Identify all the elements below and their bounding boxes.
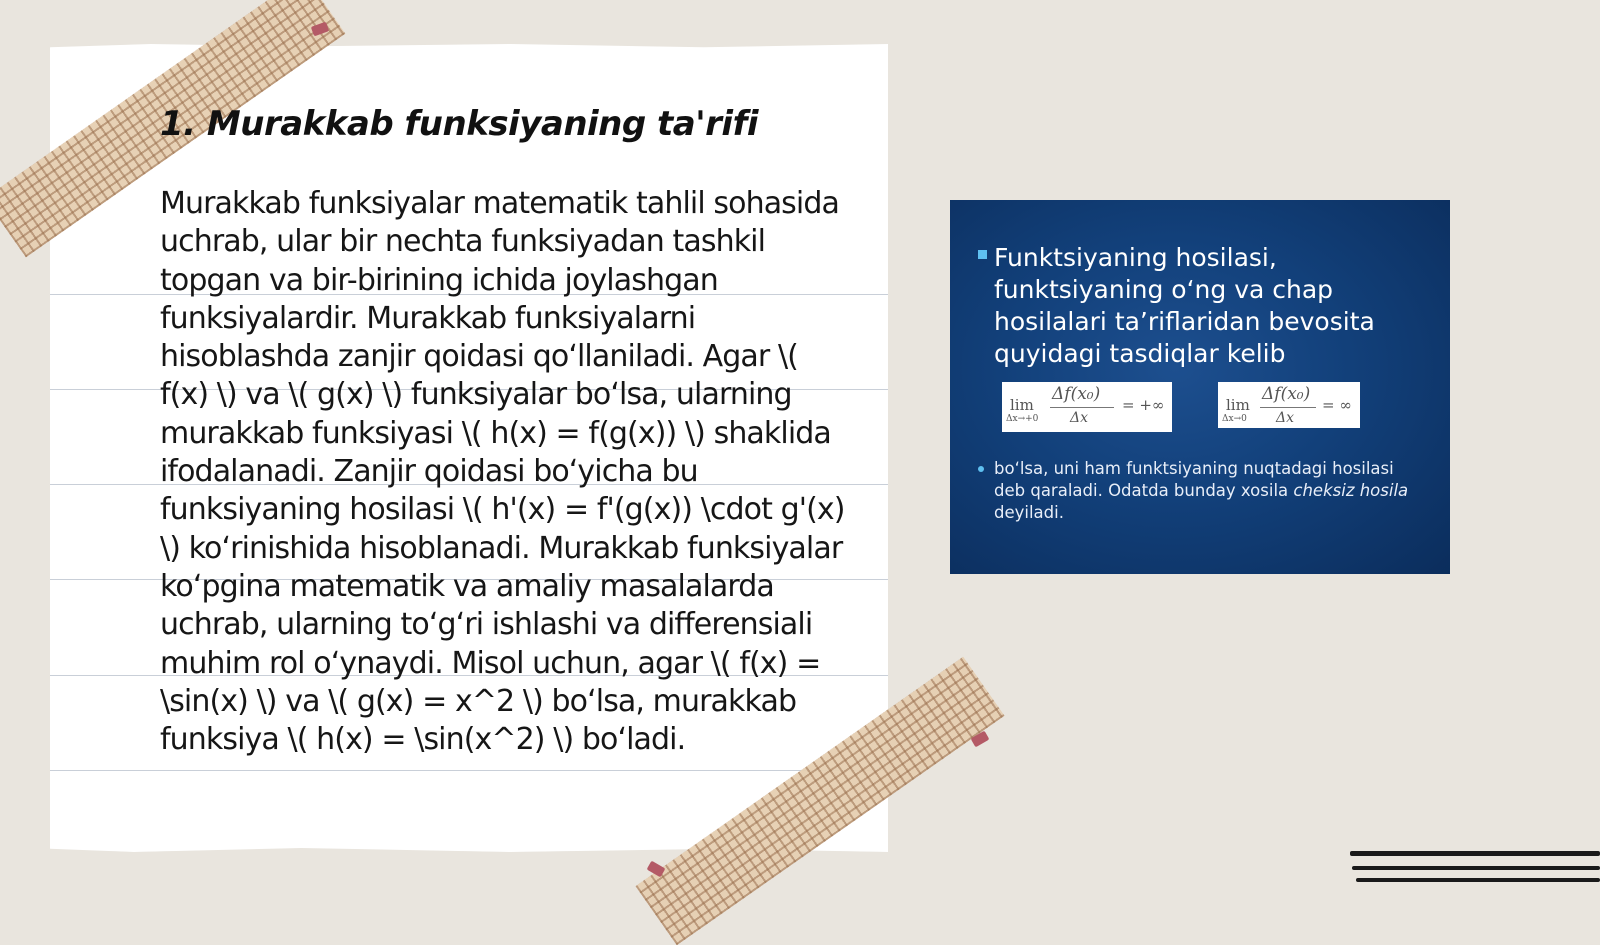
embedded-slide-image (950, 200, 1450, 574)
decorative-brush-stroke (1352, 866, 1600, 870)
formula-infinite-derivative (1218, 382, 1360, 428)
decorative-brush-stroke (1350, 851, 1600, 856)
formula-denominator: Δx (1276, 410, 1295, 426)
formula-denominator: Δx (1070, 410, 1089, 426)
formula-numerator: Δf(x₀) (1262, 384, 1311, 404)
formula-fraction-bar (1260, 407, 1316, 408)
bullet-icon (978, 466, 984, 472)
formula-numerator: Δf(x₀) (1052, 384, 1101, 404)
embedded-small-text-end: deyiladi. (994, 503, 1064, 522)
formula-right-derivative (1002, 382, 1172, 432)
embedded-small-text-part: bo‘lsa, uni ham funktsiyaning nuqtadagi hosilasi deb qaraladi. Odatda bunday xosila (994, 459, 1394, 500)
embedded-small-text (994, 458, 1424, 524)
formula-lim: lim (1226, 396, 1250, 414)
formula-limit-subscript: Δx→+0 (1006, 414, 1039, 424)
formula-limit-subscript: Δx→0 (1222, 414, 1247, 424)
formula-lim: lim (1010, 396, 1034, 414)
slide-body-text: Murakkab funksiyalar matematik tahlil sohasida uchrab, ular bir nechta funksiyadan tashkil topgan va bir-birining ichida joylashgan funksiyalardir. Murakkab funksiyalarni hisoblashda zanjir qoidasi qo‘llaniladi. Agar \( f(x) \) va \( g(x) \) funksiyalar bo‘lsa, ularning murakkab funksiyasi \( h(x) = f(g(x)) \) shaklida ifodalanadi. Zanjir qoidasi bo‘yicha bu funksiyaning hosilasi \( h'(x) = f'(g(x)) \cdot g'(x) \) ko‘rinishida hisoblanadi. Murakkab funksiyalar ko‘pgina matematik va amaliy masalalarda uchrab, ularning to‘g‘ri ishlashi va differensiali muhim rol o‘ynaydi. Misol uchun, agar \( f(x) = \sin(x) \) va \( g(x) = x^2 \) bo‘lsa, murakkab funksiya \( h(x) = \sin(x^2) \) bo‘ladi. (160, 186, 845, 758)
decorative-brush-stroke (1356, 878, 1600, 882)
bullet-icon (978, 250, 987, 259)
slide-title: 1. Murakkab funksiyaning ta'rifi (160, 104, 759, 144)
embedded-main-text: Funktsiyaning hosilasi, funktsiyaning o‘ng va chap hosilalari ta’riflaridan bevosita quyidagi tasdiqlar kelib (994, 243, 1375, 368)
ruled-line (50, 770, 888, 771)
embedded-small-text-italic: cheksiz hosila (1293, 481, 1409, 500)
formula-result: = ∞ (1322, 396, 1352, 414)
formula-result: = +∞ (1122, 396, 1165, 414)
formula-fraction-bar (1050, 407, 1114, 408)
